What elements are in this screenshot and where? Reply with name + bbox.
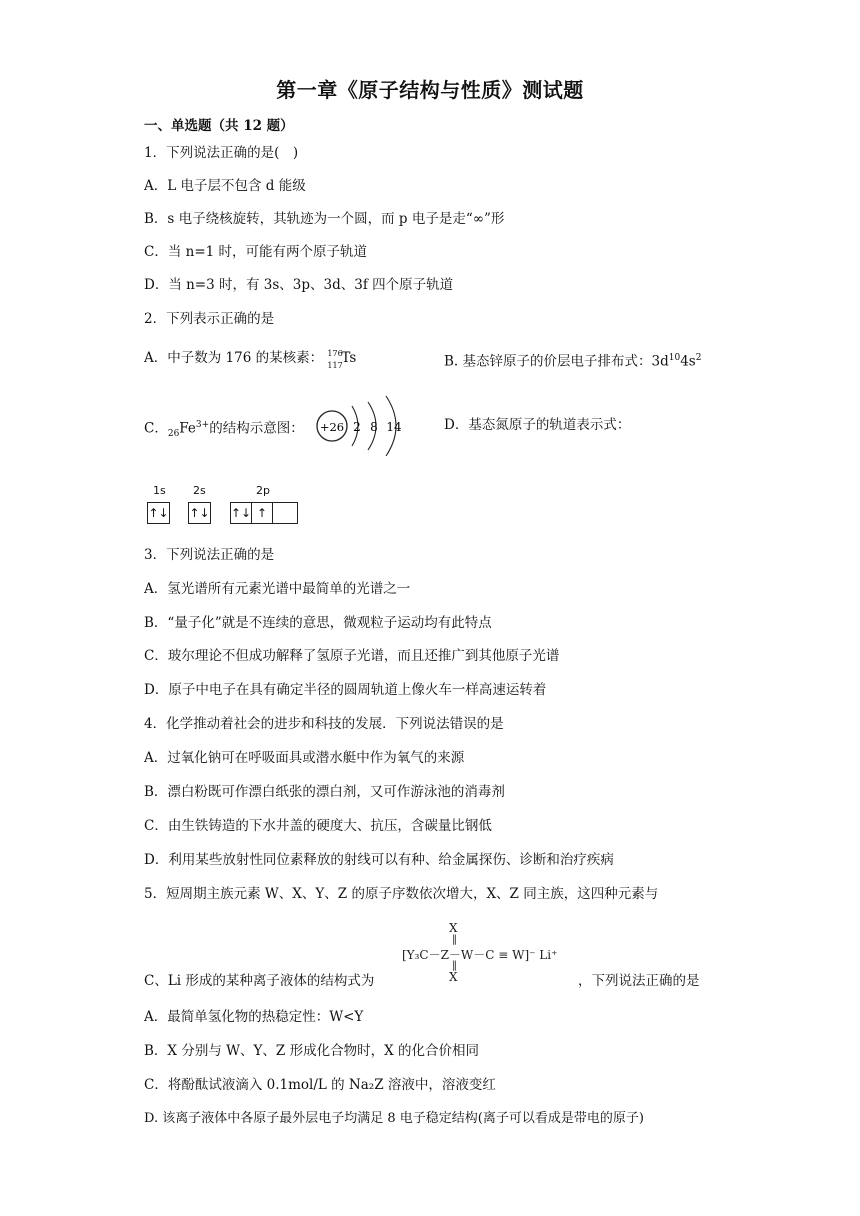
page-title: 第一章《原子结构与性质》测试题	[276, 78, 584, 102]
question-2-option-c	[144, 416, 304, 443]
question-3-option-a: A．氢光谱所有元素光谱中最简单的光谱之一	[144, 581, 411, 597]
question-5-option-a: A．最简单氢化物的热稳定性：W<Y	[144, 1009, 364, 1025]
orbital-2p-cell-2: ↑	[252, 503, 273, 523]
question-4-stem: 4．化学推动着社会的进步和科技的发展．下列说法错误的是	[144, 716, 504, 732]
nuclide-mass-number: 176	[327, 349, 343, 358]
question-3-option-c: C．玻尔理论不但成功解释了氢原子光谱，而且还推广到其他原子光谱	[144, 648, 560, 664]
formula-double-bond-top: ‖	[452, 934, 457, 945]
option-c-prefix: C．	[144, 420, 168, 437]
question-5-stem-2: C、Li 形成的某种离子液体的结构式为	[144, 973, 375, 989]
option-c-atomic-number: 26	[167, 429, 180, 440]
structural-formula: [Y₃C－Z－W－C ≡ W]⁻ Li⁺	[402, 948, 558, 962]
formula-bottom-x: X	[449, 970, 458, 984]
option-c-text: 的结构示意图：	[209, 420, 304, 437]
orbital-label-2p: 2p	[256, 484, 270, 497]
orbital-label-1s: 1s	[153, 484, 166, 497]
option-c-charge: 3+	[195, 420, 210, 430]
option-b-sup2: 2	[695, 353, 702, 363]
question-5-option-d: D. 该离子液体中各原子最外层电子均满足 8 电子稳定结构(离子可以看成是带电的原子)	[144, 1111, 644, 1126]
question-5-stem: 5．短周期主族元素 W、X、Y、Z 的原子序数依次增大，X、Z 同主族，这四种元素与	[144, 886, 659, 902]
question-1-stem: 1．下列说法正确的是( )	[144, 145, 299, 161]
orbital-box-2p	[230, 502, 298, 524]
orbital-box-2s	[188, 502, 211, 524]
question-2-stem: 2．下列表示正确的是	[144, 311, 275, 327]
question-5-stem-3: ，下列说法正确的是	[578, 973, 700, 989]
question-4-option-c: C．由生铁铸造的下水井盖的硬度大、抗压，含碳量比钢低	[144, 818, 492, 834]
question-1-option-d: D．当 n=3 时，有 3s、3p、3d、3f 四个原子轨道	[144, 277, 454, 293]
shell-2-electrons: 8	[370, 420, 378, 434]
option-a-text: A．中子数为 176 的某核素：	[144, 350, 324, 366]
shell-3-electrons: 14	[386, 420, 402, 434]
shell-1-electrons: 2	[353, 420, 361, 434]
question-4-option-a: A．过氧化钠可在呼吸面具或潜水艇中作为氧气的来源	[144, 750, 465, 766]
orbital-2s-electrons: ↑↓	[189, 506, 210, 520]
orbital-1s-electrons: ↑↓	[148, 506, 169, 520]
question-4-option-d: D．利用某些放射性同位素释放的射线可以有种、给金属探伤、诊断和治疗疾病	[144, 852, 614, 868]
question-1-option-a: A．L 电子层不包含 d 能级	[144, 178, 306, 194]
question-3-option-b: B．“量子化”就是不连续的意思，微观粒子运动均有此特点	[144, 615, 492, 631]
formula-top-x: X	[449, 921, 458, 935]
orbital-box-1s	[147, 502, 170, 524]
nucleus-charge: +26	[319, 420, 345, 434]
orbital-label-2s: 2s	[193, 484, 206, 497]
option-c-element: Fe	[179, 420, 196, 437]
orbital-2p-cell-3	[273, 503, 294, 523]
nuclide-element: Ts	[341, 350, 357, 366]
option-b-mid: 4s	[680, 353, 696, 370]
fe-ion-structure-diagram	[312, 394, 412, 458]
question-1-option-b: B．s 电子绕核旋转，其轨迹为一个圆，而 p 电子是走“∞”形	[144, 211, 505, 227]
question-2-option-b	[444, 349, 701, 371]
question-2-option-d: D．基态氮原子的轨道表示式：	[444, 417, 631, 433]
question-2-option-a	[144, 349, 357, 370]
option-b-sup1: 10	[668, 353, 681, 363]
option-b-text: B. 基态锌原子的价层电子排布式：3d	[444, 353, 669, 370]
nuclide-atomic-number: 117	[327, 361, 343, 370]
question-5-option-c: C．将酚酞试液滴入 0.1mol/L 的 Na₂Z 溶液中，溶液变红	[144, 1077, 496, 1093]
question-4-option-b: B．漂白粉既可作漂白纸张的漂白剂，又可作游泳池的消毒剂	[144, 784, 505, 800]
orbital-2p-cell-1: ↑↓	[231, 503, 252, 523]
question-3-option-d: D．原子中电子在具有确定半径的圆周轨道上像火车一样高速运转着	[144, 682, 547, 698]
section-heading: 一、单选题（共 12 题）	[144, 118, 294, 134]
formula-double-bond-bottom: ‖	[452, 960, 457, 971]
question-3-stem: 3．下列说法正确的是	[144, 547, 275, 563]
question-1-option-c: C．当 n=1 时，可能有两个原子轨道	[144, 244, 368, 260]
question-5-option-b: B．X 分别与 W、Y、Z 形成化合物时，X 的化合价相同	[144, 1043, 479, 1059]
nuclide-symbol	[327, 349, 357, 370]
